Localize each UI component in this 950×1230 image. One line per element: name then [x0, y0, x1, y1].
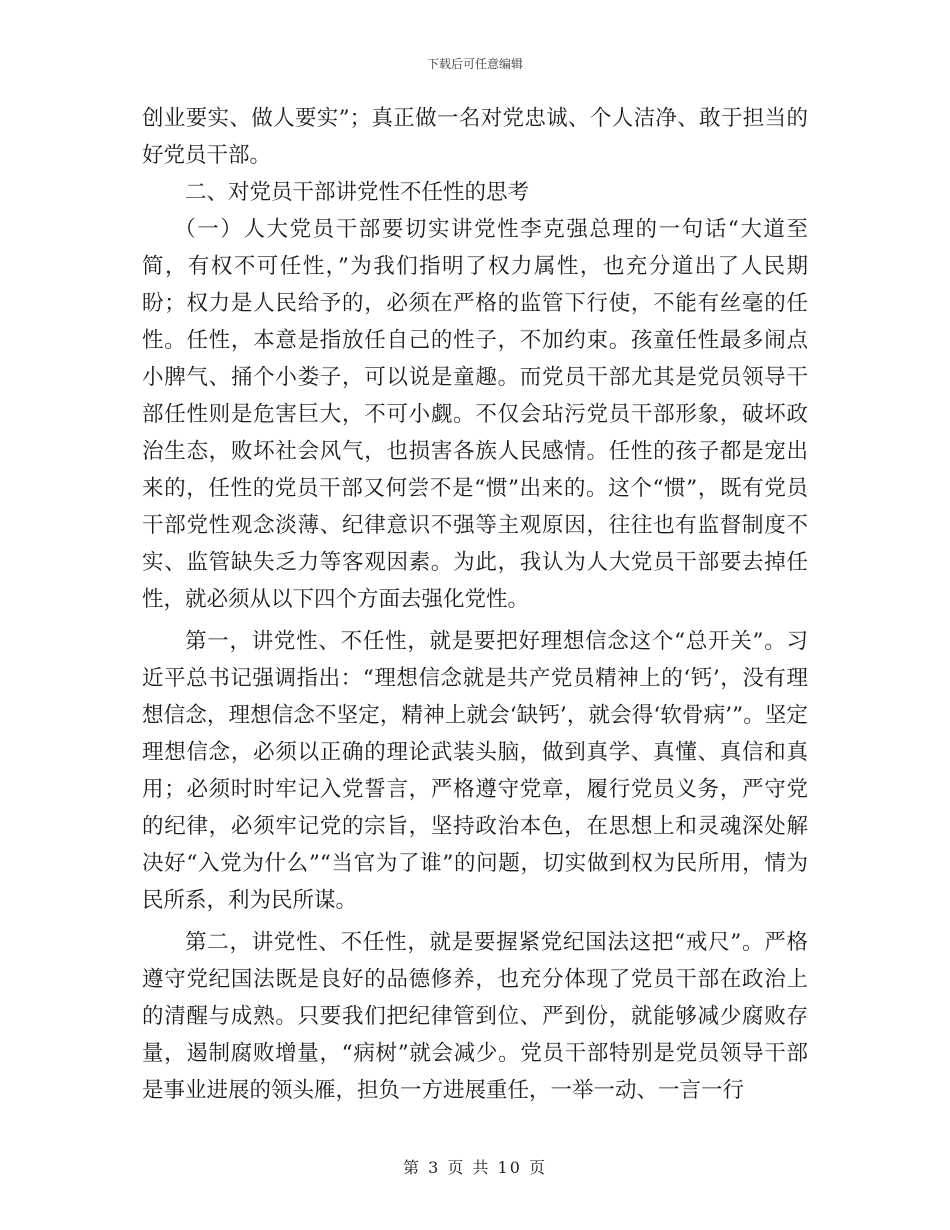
page-footer: 第 3 页 共 10 页 [403, 1158, 547, 1177]
paragraph-point-one: 第一，讲党性、不任性，就是要把好理想信念这个“总开关”。习近平总书记强调指出：“理想信念就是共产党员精神上的‘钙’，没有理想信念，理想信念不坚定，精神上就会‘缺钙’，就会得‘软骨病’”。坚定理想信念，必须以正确的理论武装头脑，做到真学、真懂、真信和真用；必须时时牢记入党誓言，严格遵守党章，履行党员义务，严守党的纪律，必须牢记党的宗旨，坚持政治本色，在思想上和灵魂深处解决好“入党为什么”“当官为了谁”的问题，切实做到权为民所用，情为民所系，利为民所谋。 [142, 629, 808, 913]
document-body [142, 100, 808, 1109]
paragraph-subsection-one: （一）人大党员干部要切实讲党性李克强总理的一句话“大道至简，有权不可任性，”为我们指明了权力属性，也充分道出了人民期盼；权力是人民给予的，必须在严格的监管下行使，不能有丝毫的任性。任性，本意是指放任自己的性子，不加约束。孩童任性最多闹点小脾气、捅个小娄子，可以说是童趣。而党员干部尤其是党员领导干部任性则是危害巨大，不可小觑。不仅会玷污党员干部形象，破坏政治生态，败坏社会风气，也损害各族人民感情。任性的孩子都是宠出来的，任性的党员干部又何尝不是“惯”出来的。这个“惯”，既有党员干部党性观念淡薄、纪律意识不强等主观原因，往往也有监督制度不实、监管缺失乏力等客观因素。为此，我认为人大党员干部要去掉任性，就必须从以下四个方面去强化党性。 [142, 217, 808, 612]
page-header: 下载后可任意编辑 [426, 57, 523, 71]
paragraph-point-two: 第二，讲党性、不任性，就是要握紧党纪国法这把“戒尺”。严格遵守党纪国法既是良好的品德修养，也充分体现了党员干部在政治上的清醒与成熟。只要我们把纪律管到位、严到份，就能够减少腐败存量，遏制腐败增量，“病树”就会减少。党员干部特别是党员领导干部是事业进展的领头雁，担负一方进展重任，一举一动、一言一行 [142, 930, 808, 1103]
paragraph-continuation: 创业要实、做人要实”；真正做一名对党忠诚、个人洁净、敢于担当的好党员干部。 [142, 106, 808, 168]
section-heading: 二、对党员干部讲党性不任性的思考 [185, 180, 530, 205]
